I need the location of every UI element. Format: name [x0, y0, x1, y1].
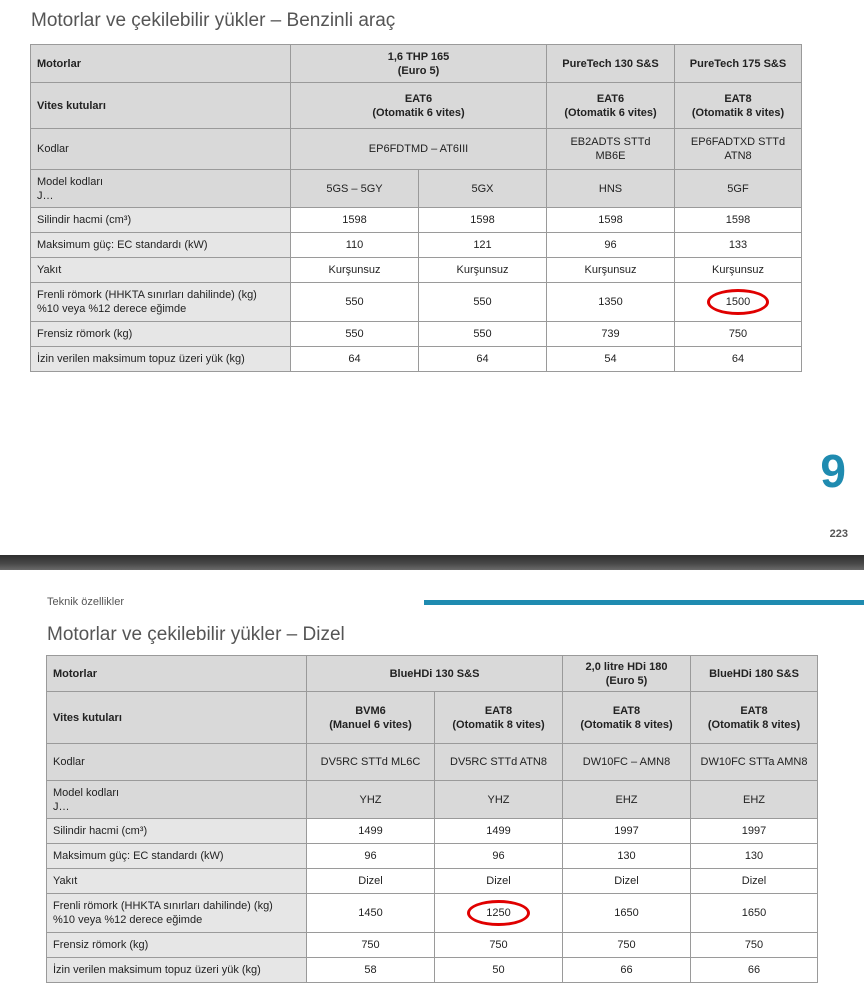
- row-label: Yakıt: [47, 869, 307, 894]
- table-cell: 1650: [691, 894, 818, 933]
- highlighted-cell: [435, 894, 563, 933]
- table-cell: 130: [563, 844, 691, 869]
- accent-line: [424, 600, 864, 605]
- table-cell: Kurşunsuz: [547, 258, 675, 283]
- page-title: Motorlar ve çekilebilir yükler – Benzinli araç: [31, 10, 396, 31]
- codes-label: Kodlar: [47, 744, 307, 781]
- table-cell: 550: [419, 283, 547, 322]
- gearbox-cell: EAT6 (Otomatik 6 vites): [291, 83, 547, 129]
- table-cell: 64: [419, 347, 547, 372]
- table-cell: 1450: [307, 894, 435, 933]
- page-dizel: [0, 570, 864, 1005]
- table-cell: 750: [307, 933, 435, 958]
- model-code-cell: 5GX: [419, 170, 547, 208]
- highlighted-cell: [675, 283, 802, 322]
- table-cell: 133: [675, 233, 802, 258]
- page-title: Motorlar ve çekilebilir yükler – Dizel: [47, 624, 345, 645]
- model-code-cell: YHZ: [307, 781, 435, 819]
- page-number: 223: [829, 528, 848, 540]
- table-cell: 1650: [563, 894, 691, 933]
- table-cell: Kurşunsuz: [419, 258, 547, 283]
- gearbox-cell: EAT6 (Otomatik 6 vites): [547, 83, 675, 129]
- table-cell: 66: [691, 958, 818, 983]
- row-label: Frenli römork (HHKTA sınırları dahilinde) (kg) %10 veya %12 derece eğimde: [31, 283, 291, 322]
- table-cell: 96: [435, 844, 563, 869]
- row-label: İzin verilen maksimum topuz üzeri yük (kg): [31, 347, 291, 372]
- red-ellipse-highlight: 1250: [467, 900, 529, 926]
- code-cell: EP6FDTMD – AT6III: [291, 129, 547, 170]
- row-label: Silindir hacmi (cm³): [47, 819, 307, 844]
- table-cell: Dizel: [563, 869, 691, 894]
- engine-name: BlueHDi 180 S&S: [691, 656, 818, 692]
- table-cell: 750: [675, 322, 802, 347]
- table-cell: 96: [547, 233, 675, 258]
- model-code-cell: HNS: [547, 170, 675, 208]
- table-cell: 66: [563, 958, 691, 983]
- model-code-cell: YHZ: [435, 781, 563, 819]
- engines-header: Motorlar: [31, 45, 291, 83]
- table-cell: 130: [691, 844, 818, 869]
- gearbox-cell: EAT8 (Otomatik 8 vites): [563, 692, 691, 744]
- engine-name: PureTech 130 S&S: [547, 45, 675, 83]
- gearbox-cell: BVM6 (Manuel 6 vites): [307, 692, 435, 744]
- gearbox-header: Vites kutuları: [31, 83, 291, 129]
- table-cell: 121: [419, 233, 547, 258]
- code-cell: DW10FC – AMN8: [563, 744, 691, 781]
- table-cell: Dizel: [307, 869, 435, 894]
- codes-label: Kodlar: [31, 129, 291, 170]
- table-cell: 550: [419, 322, 547, 347]
- table-cell: Kurşunsuz: [291, 258, 419, 283]
- table-cell: 1598: [419, 208, 547, 233]
- table-cell: 58: [307, 958, 435, 983]
- table-cell: 1350: [547, 283, 675, 322]
- table-cell: 1499: [435, 819, 563, 844]
- model-code-cell: 5GS – 5GY: [291, 170, 419, 208]
- engine-spec-table-diesel: [46, 655, 818, 983]
- table-cell: 1598: [291, 208, 419, 233]
- table-cell: 750: [691, 933, 818, 958]
- code-cell: EB2ADTS STTd MB6E: [547, 129, 675, 170]
- engine-name: 1,6 THP 165 (Euro 5): [291, 45, 547, 83]
- table-cell: 1997: [563, 819, 691, 844]
- table-cell: 550: [291, 322, 419, 347]
- row-label: Frensiz römork (kg): [31, 322, 291, 347]
- gearbox-cell: EAT8 (Otomatik 8 vites): [691, 692, 818, 744]
- table-cell: 54: [547, 347, 675, 372]
- model-codes-label: Model kodları J…: [31, 170, 291, 208]
- table-cell: 96: [307, 844, 435, 869]
- table-cell: 50: [435, 958, 563, 983]
- engine-name: PureTech 175 S&S: [675, 45, 802, 83]
- row-label: Yakıt: [31, 258, 291, 283]
- table-cell: Dizel: [691, 869, 818, 894]
- row-label: Maksimum güç: EC standardı (kW): [31, 233, 291, 258]
- model-codes-label: Model kodları J…: [47, 781, 307, 819]
- gearbox-header: Vites kutuları: [47, 692, 307, 744]
- code-cell: DW10FC STTa AMN8: [691, 744, 818, 781]
- engine-name: BlueHDi 130 S&S: [307, 656, 563, 692]
- table-cell: 739: [547, 322, 675, 347]
- model-code-cell: EHZ: [691, 781, 818, 819]
- table-cell: 750: [563, 933, 691, 958]
- table-cell: 1997: [691, 819, 818, 844]
- engine-name: 2,0 litre HDi 180 (Euro 5): [563, 656, 691, 692]
- row-label: Silindir hacmi (cm³): [31, 208, 291, 233]
- row-label: Frenli römork (HHKTA sınırları dahilinde) (kg) %10 veya %12 derece eğimde: [47, 894, 307, 933]
- chapter-number: 9: [820, 445, 846, 497]
- row-label: Maksimum güç: EC standardı (kW): [47, 844, 307, 869]
- gearbox-cell: EAT8 (Otomatik 8 vites): [435, 692, 563, 744]
- table-cell: Kurşunsuz: [675, 258, 802, 283]
- code-cell: DV5RC STTd ATN8: [435, 744, 563, 781]
- section-label: Teknik özellikler: [47, 596, 125, 608]
- code-cell: EP6FADTXD STTd ATN8: [675, 129, 802, 170]
- table-cell: 1598: [547, 208, 675, 233]
- table-cell: 550: [291, 283, 419, 322]
- model-code-cell: EHZ: [563, 781, 691, 819]
- table-cell: 64: [675, 347, 802, 372]
- table-cell: 64: [291, 347, 419, 372]
- red-ellipse-highlight: 1500: [707, 289, 769, 315]
- row-label: İzin verilen maksimum topuz üzeri yük (kg): [47, 958, 307, 983]
- table-cell: 750: [435, 933, 563, 958]
- table-cell: 110: [291, 233, 419, 258]
- code-cell: DV5RC STTd ML6C: [307, 744, 435, 781]
- model-code-cell: 5GF: [675, 170, 802, 208]
- engines-header: Motorlar: [47, 656, 307, 692]
- table-cell: Dizel: [435, 869, 563, 894]
- table-cell: 1499: [307, 819, 435, 844]
- page-divider: [0, 555, 864, 570]
- table-cell: 1598: [675, 208, 802, 233]
- engine-spec-table-petrol: [30, 44, 802, 372]
- gearbox-cell: EAT8 (Otomatik 8 vites): [675, 83, 802, 129]
- row-label: Frensiz römork (kg): [47, 933, 307, 958]
